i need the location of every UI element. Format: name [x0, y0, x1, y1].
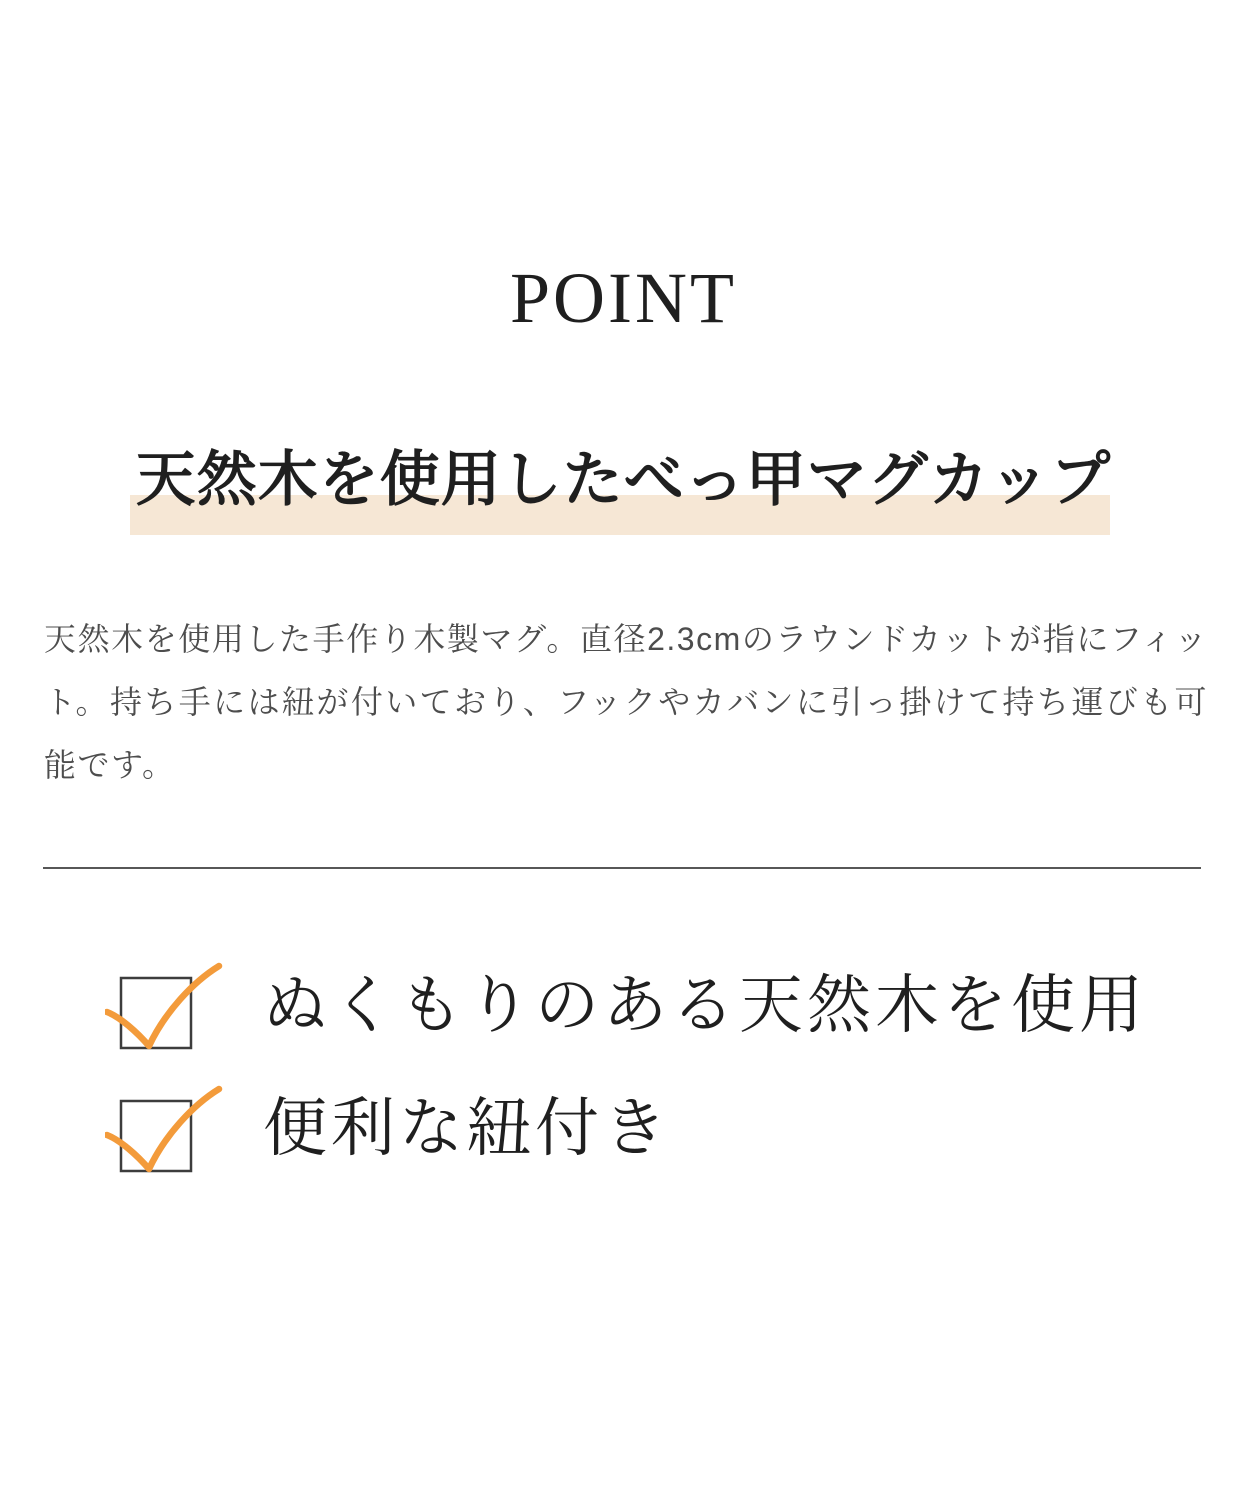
checklist-item: [0, 962, 1247, 1072]
checkbox-checked-icon: [105, 962, 225, 1062]
headline: [0, 0, 1247, 560]
section-divider: [43, 867, 1201, 869]
checklist-item: [0, 1085, 1247, 1195]
point-heading: POINT: [510, 258, 737, 338]
checklist-item-label: 便利な紐付き: [263, 1093, 671, 1164]
headline-text: 天然木を使用したべっ甲マグカップ: [135, 447, 1112, 513]
checkbox-checked-icon: [105, 1085, 225, 1185]
description-text: 天然木を使用した手作り木製マグ。直径2.3cmのラウンドカットが指にフィット。持ち手には紐が付いており、フックやカバンに引っ掛けて持ち運びも可能です。: [44, 621, 1208, 783]
checklist-item-label: ぬくもりのある天然木を使用: [263, 970, 1147, 1041]
